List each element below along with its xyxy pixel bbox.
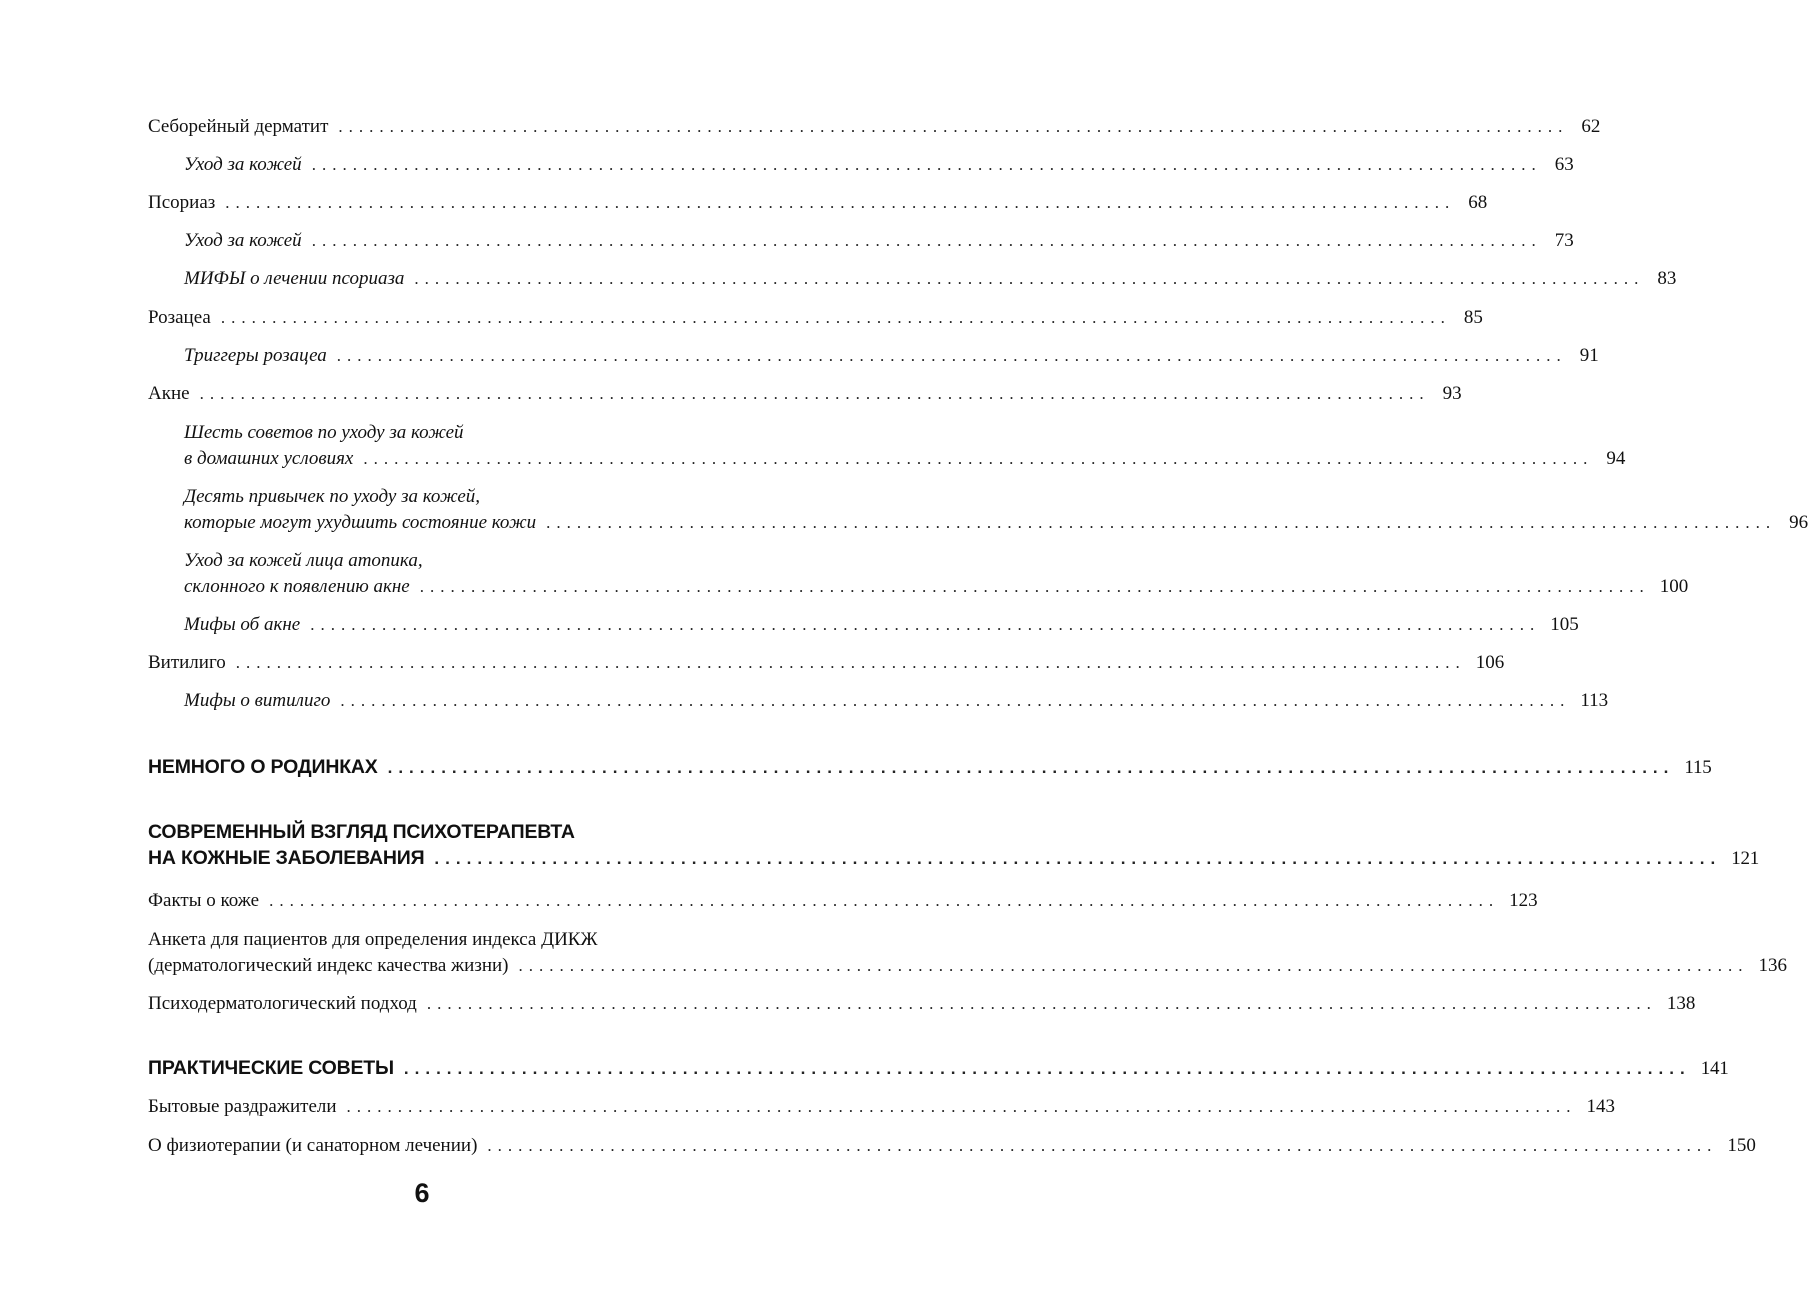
leader-dots: ........................................................................................................................ — [346, 1097, 1577, 1116]
leader-dots: ........................................................................................................................ — [199, 384, 1430, 403]
toc-section-title: ПРАКТИЧЕСКИЕ СОВЕТЫ — [148, 1057, 394, 1079]
toc-entry-title: Бытовые раздражители — [148, 1096, 337, 1117]
toc-entry-title: Уход за кожей — [184, 154, 302, 175]
leader-dots: ........................................................................................................................ — [434, 849, 1722, 868]
leader-dots: ........................................................................................................................ — [363, 449, 1594, 468]
leader-dots: ........................................................................................................................ — [387, 758, 1675, 777]
table-of-contents — [148, 0, 1808, 1311]
toc-subentry — [148, 228, 1574, 254]
toc-entry-page: 91 — [1579, 345, 1599, 366]
toc-entry-title-line1: Анкета для пациентов для определения индекса ДИКЖ — [148, 929, 598, 950]
toc-entry-page: 143 — [1586, 1096, 1616, 1117]
toc-subentry — [148, 420, 1626, 472]
toc-entry — [148, 927, 1787, 979]
toc-entry-title: склонного к появлению акне — [184, 576, 410, 597]
leader-dots: ........................................................................................................................ — [220, 308, 1451, 327]
toc-subentry — [148, 152, 1574, 178]
toc-entry-title: МИФЫ о лечении псориаза — [184, 268, 405, 289]
toc-entry — [148, 114, 1601, 140]
leader-dots: ........................................................................................................................ — [518, 956, 1749, 975]
toc-entry-title: Псориаз — [148, 192, 216, 213]
toc-entry-page: 121 — [1731, 848, 1760, 869]
toc-entry-title-line1: Уход за кожей лица атопика, — [184, 550, 423, 571]
toc-entry-title: (дерматологический индекс качества жизни) — [148, 955, 509, 976]
toc-entry-title: Мифы об акне — [184, 614, 301, 635]
toc-section-heading — [148, 754, 1712, 780]
toc-entry-page: 62 — [1581, 116, 1601, 137]
toc-entry — [148, 190, 1488, 216]
toc-entry — [148, 305, 1483, 331]
toc-entry-page: 106 — [1475, 652, 1505, 673]
toc-subentry — [148, 688, 1609, 714]
leader-dots: ........................................................................................................................ — [311, 155, 1542, 174]
leader-dots: ........................................................................................................................ — [419, 577, 1650, 596]
toc-entry-title: Мифы о витилиго — [184, 690, 331, 711]
toc-entry — [148, 991, 1696, 1017]
toc-entry-page: 68 — [1468, 192, 1488, 213]
leader-dots: ........................................................................................................................ — [426, 994, 1657, 1013]
toc-entry-page: 150 — [1727, 1135, 1756, 1156]
toc-section-title: НЕМНОГО О РОДИНКАХ — [148, 756, 378, 778]
toc-subentry — [148, 266, 1677, 292]
leader-dots: ........................................................................................................................ — [338, 117, 1569, 136]
leader-dots: ........................................................................................................................ — [311, 231, 1542, 250]
toc-entry-page: 63 — [1554, 154, 1574, 175]
leader-dots: ........................................................................................................................ — [336, 346, 1567, 365]
toc-entry-page: 83 — [1657, 268, 1677, 289]
toc-entry-page: 94 — [1606, 448, 1626, 469]
toc-entry-title-line1: Шесть советов по уходу за кожей — [184, 422, 464, 443]
toc-entry — [148, 650, 1505, 676]
toc-entry-title: Триггеры розацеа — [184, 345, 327, 366]
leader-dots: ........................................................................................................................ — [403, 1059, 1691, 1078]
toc-subentry — [148, 548, 1689, 600]
toc-section-heading — [148, 819, 1760, 871]
toc-entry-title: Себорейный дерматит — [148, 116, 329, 137]
toc-entry-page: 136 — [1758, 955, 1787, 976]
toc-entry-page: 123 — [1509, 890, 1538, 911]
toc-entry-title: в домашних условиях — [184, 448, 354, 469]
toc-entry — [148, 1133, 1756, 1159]
leader-dots: ........................................................................................................................ — [414, 269, 1645, 288]
toc-entry-page: 73 — [1554, 230, 1574, 251]
leader-dots: ........................................................................................................................ — [235, 653, 1466, 672]
toc-section-heading — [148, 1055, 1729, 1081]
toc-entry — [148, 381, 1462, 407]
toc-subentry — [148, 343, 1599, 369]
toc-entry-page: 96 — [1789, 512, 1808, 533]
toc-entry-title: Акне — [148, 383, 190, 404]
toc-entry-page: 138 — [1666, 993, 1696, 1014]
leader-dots: ........................................................................................................................ — [310, 615, 1541, 634]
toc-section-title: НА КОЖНЫЕ ЗАБОЛЕВАНИЯ — [148, 847, 425, 869]
toc-entry — [148, 1094, 1616, 1120]
toc-entry-page: 93 — [1442, 383, 1462, 404]
toc-entry-page: 85 — [1463, 307, 1483, 328]
toc-entry — [148, 888, 1538, 914]
toc-entry-page: 100 — [1659, 576, 1689, 597]
leader-dots: ........................................................................................................................ — [546, 513, 1777, 532]
toc-entry-title: О физиотерапии (и санаторном лечении) — [148, 1135, 478, 1156]
toc-entry-page: 115 — [1684, 757, 1712, 778]
leader-dots: ........................................................................................................................ — [340, 691, 1571, 710]
toc-subentry — [148, 612, 1579, 638]
leader-dots: ........................................................................................................................ — [487, 1136, 1718, 1155]
toc-section-title-line1: СОВРЕМЕННЫЙ ВЗГЛЯД ПСИХОТЕРАПЕВТА — [148, 821, 575, 843]
toc-entry-page: 105 — [1550, 614, 1579, 635]
toc-entry-title: которые могут ухудшить состояние кожи — [184, 512, 537, 533]
toc-entry-title: Витилиго — [148, 652, 226, 673]
toc-entry-title: Розацеа — [148, 307, 211, 328]
toc-entry-title: Психодерматологический подход — [148, 993, 417, 1014]
toc-entry-page: 113 — [1580, 690, 1609, 711]
toc-entry-title: Уход за кожей — [184, 230, 302, 251]
toc-subentry — [148, 484, 1808, 536]
leader-dots: ........................................................................................................................ — [269, 891, 1500, 910]
toc-entry-title-line1: Десять привычек по уходу за кожей, — [184, 486, 481, 507]
toc-entry-page: 141 — [1700, 1058, 1729, 1079]
leader-dots: ........................................................................................................................ — [225, 193, 1456, 212]
page-number: 6 — [414, 1178, 430, 1208]
toc-entry-title: Факты о коже — [148, 890, 260, 911]
